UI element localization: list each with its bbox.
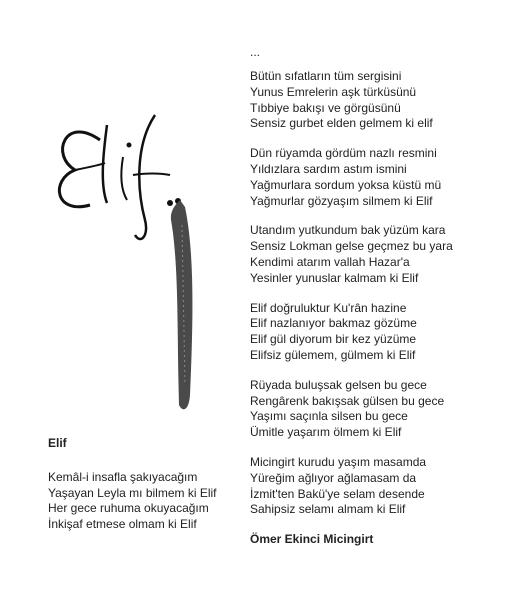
verse-line: Dün rüyamda gördüm nazlı resmini <box>250 146 437 161</box>
stanza-3 <box>250 223 500 286</box>
verse-line: Yıldızlara sardım astım ismini <box>250 161 407 176</box>
left-line: Kemâl-i insafla şakıyacağım <box>48 470 198 484</box>
verse-line: İzmit'ten Bakü'ye selam desende <box>250 486 425 501</box>
verse-line: Yunus Emrelerin aşk türküsünü <box>250 84 417 99</box>
verse-line: Rengârenk bakışsak gülsen bu gece <box>250 393 445 408</box>
left-poem-block <box>48 436 248 532</box>
verse-line: Micingirt kurudu yaşım masamda <box>250 454 427 469</box>
verse-line: Elif nazlanıyor bakmaz gözüme <box>250 316 417 331</box>
poem-title: Elif <box>48 436 67 450</box>
verse-line: Yağmurlara sordum yoksa küstü mü <box>250 177 442 192</box>
left-line: Her gece ruhuma okuyacağım <box>48 501 209 515</box>
verse-line: Yağmurlar gözyaşım silmem ki Elif <box>250 193 433 208</box>
verse-line: Yaşımı saçınla silsen bu gece <box>250 409 408 424</box>
verse-line: Tıbbiye bakışı ve görgüsünü <box>250 100 401 115</box>
verse-line: Sensiz gurbet elden gelmem ki elif <box>250 116 433 131</box>
verse-line: Yüreğim ağlıyor ağlamasam da <box>250 470 417 485</box>
verse-line: Utandım yutkundum bak yüzüm kara <box>250 223 446 238</box>
stanza-5 <box>250 378 500 441</box>
stanza-1 <box>250 69 500 132</box>
svg-text:Elif: Elif <box>105 227 120 238</box>
verse-line: Elifsiz gülemem, gülmem ki Elif <box>250 347 416 362</box>
verse-line: Elif gül diyorum bir kez yüzüme <box>250 332 417 347</box>
stanza-6 <box>250 455 500 518</box>
verse-line: Bütün sıfatların tüm sergisini <box>250 69 402 83</box>
verse-line: Sahipsiz selamı almam ki Elif <box>250 502 406 517</box>
stanza-2 <box>250 146 500 209</box>
poem-author: Ömer Ekinci Micingirt <box>250 532 374 547</box>
verse-line: Rüyada buluşsak gelsen bu gece <box>250 377 427 392</box>
verse-line: Kendimi atarım vallah Hazar'a <box>250 254 410 269</box>
verse-line: Ümitle yaşarım ölmem ki Elif <box>250 425 402 440</box>
right-poem-block <box>250 45 500 546</box>
verse-line: Elif doğruluktur Ku'rân hazine <box>250 300 407 315</box>
left-line: Yaşayan Leyla mı bilmem ki Elif <box>48 485 217 500</box>
left-line: İnkişaf etmese olmam ki Elif <box>48 516 197 531</box>
stanza-4 <box>250 301 500 364</box>
elif-calligraphy-logo <box>45 95 215 425</box>
verse-line: Sensiz Lokman gelse geçmez bu yara <box>250 239 453 254</box>
verse-line: Yesinler yunuslar kalmam ki Elif <box>250 270 419 285</box>
poem-ellipsis: ... <box>250 45 261 59</box>
